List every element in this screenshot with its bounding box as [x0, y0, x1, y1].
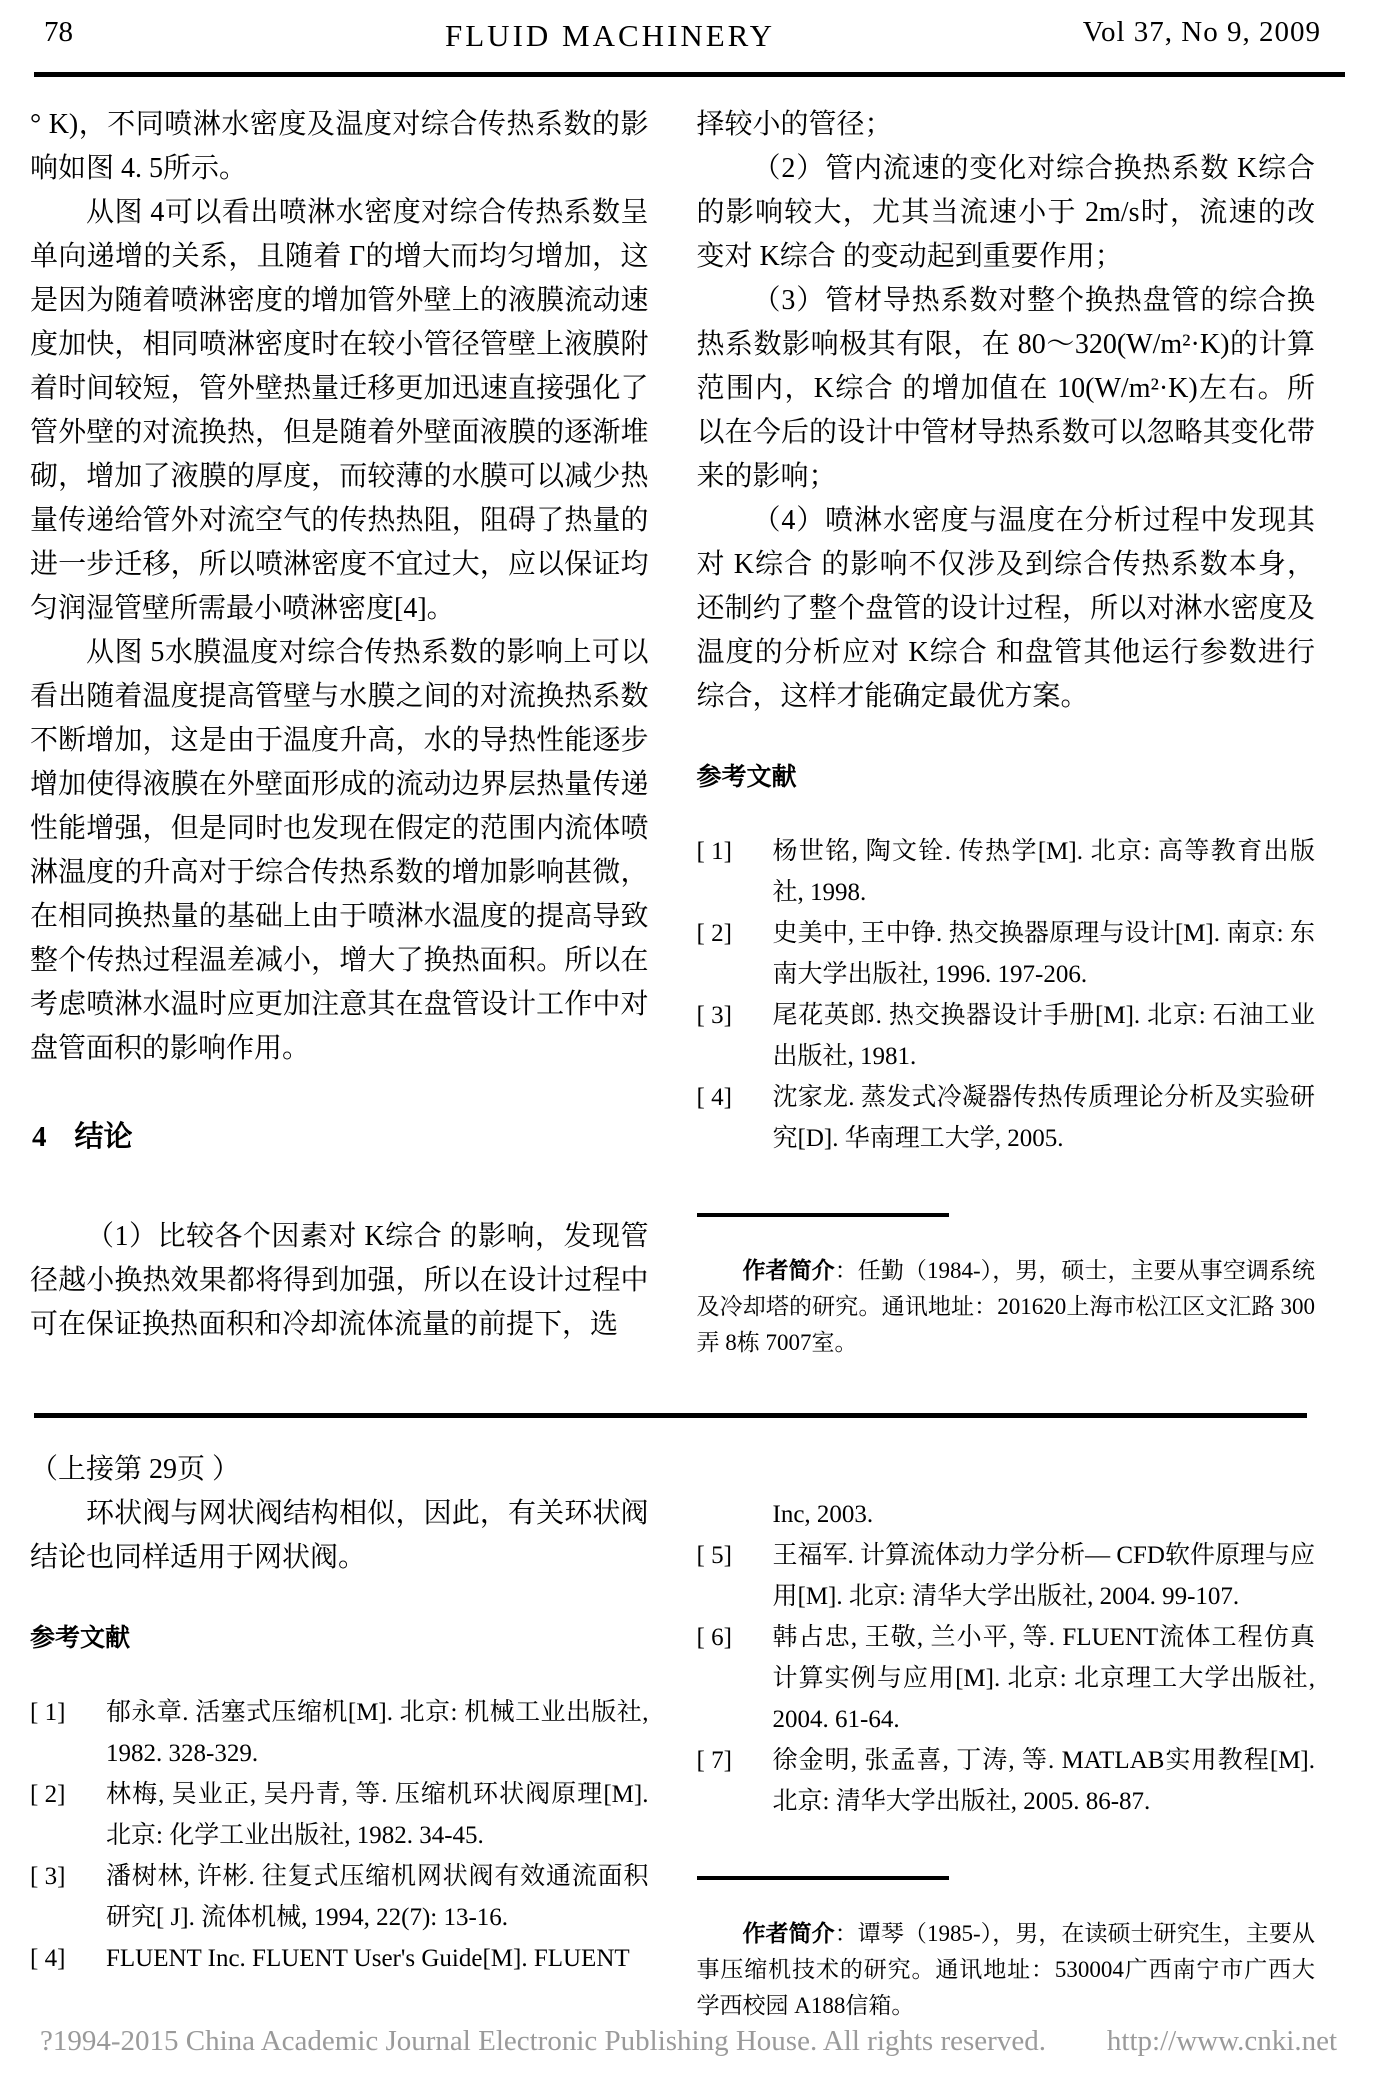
reference-item: [697, 913, 1316, 995]
body-paragraph: 环状阀与网状阀结构相似，因此，有关环状阀结论也同样适用于网状阀。: [30, 1498, 649, 1573]
reference-item: [30, 1774, 649, 1856]
references-heading: 参考文献: [30, 1625, 131, 1652]
reference-item: [30, 1938, 649, 1979]
reference-label: [ 2]: [30, 1781, 66, 1808]
reference-text: 杨世铭, 陶文铨. 传热学[M]. 北京: 高等教育出版社, 1998.: [772, 838, 1315, 906]
reference-label: [ 1]: [30, 1699, 66, 1726]
author-bio-divider: [697, 1213, 949, 1217]
reference-label: [ 7]: [696, 1747, 732, 1774]
reference-label: [ 2]: [696, 920, 732, 947]
reference-item: [697, 1740, 1316, 1822]
author-bio-divider: [697, 1876, 949, 1880]
reference-text: 王福军. 计算流体动力学分析— CFD软件原理与应用[M]. 北京: 清华大学出版社, 2004. 99-107.: [772, 1542, 1315, 1610]
article1-right-column: [697, 103, 1316, 1361]
reference-label: [ 3]: [696, 1002, 732, 1029]
page-footer: [40, 2025, 1337, 2058]
reference-text: 韩占忠, 王敬, 兰小平, 等. FLUENT流体工程仿真计算实例与应用[M]. 北京: 北京理工大学出版社, 2004. 61-64.: [772, 1624, 1315, 1733]
reference-item: [30, 1692, 649, 1774]
page-header: [0, 0, 1379, 68]
reference-item: [697, 831, 1316, 913]
body-paragraph: （4）喷淋水密度与温度在分析过程中发现其对 K综合 的影响不仅涉及到综合传热系数本身，还制约了整个盘管的设计过程，所以对淋水密度及温度的分析应对 K综合 和盘管其他运行参数进行综合，这样才能确定最优方案。: [696, 505, 1315, 712]
body-paragraph-continuation: 择较小的管径；: [696, 109, 893, 140]
section-number: 4: [32, 1121, 47, 1153]
reference-item: [697, 995, 1316, 1077]
reference-text: 尾花英郎. 热交换器设计手册[M]. 北京: 石油工业出版社, 1981.: [772, 1002, 1315, 1070]
reference-item: [697, 1617, 1316, 1740]
continuation-note: （上接第 29页 ）: [30, 1454, 241, 1485]
journal-title: FLUID MACHINERY: [445, 18, 776, 53]
article2-section: [0, 1448, 1379, 2024]
reference-label: [ 6]: [696, 1624, 732, 1651]
reference-item: [697, 1077, 1316, 1159]
reference-continuation: Inc, 2003.: [772, 1501, 874, 1528]
body-paragraph: （2）管内流速的变化对综合换热系数 K综合 的影响较大，尤其当流速小于 2m/s时，流速的改变对 K综合 的变动起到重要作用；: [696, 153, 1315, 272]
reference-text: 郁永章. 活塞式压缩机[M]. 北京: 机械工业出版社, 1982. 328-329.: [106, 1699, 649, 1767]
article-divider-rule: [34, 1413, 1307, 1418]
article1-section: [0, 103, 1379, 1361]
reference-text: FLUENT Inc. FLUENT User's Guide[M]. FLUENT: [106, 1945, 630, 1972]
article2-right-column: [697, 1448, 1316, 2024]
reference-item: [30, 1856, 649, 1938]
body-paragraph: （3）管材导热系数对整个换热盘管的综合换热系数影响极其有限，在 80～320(W/m²·K)的计算范围内，K综合 的增加值在 10(W/m²·K)左右。所以在今后的设计中管材导热系数可以忽略其变化带来的影响；: [696, 285, 1315, 492]
reference-text: 徐金明, 张孟喜, 丁涛, 等. MATLAB实用教程[M]. 北京: 清华大学出版社, 2005. 86-87.: [772, 1747, 1315, 1815]
reference-label: [ 1]: [696, 838, 732, 865]
author-bio: [697, 1253, 1316, 1361]
reference-text: 史美中, 王中铮. 热交换器原理与设计[M]. 南京: 东南大学出版社, 1996. 197-206.: [772, 920, 1315, 988]
header-rule: [34, 72, 1345, 77]
body-paragraph: 从图 5水膜温度对综合传热系数的影响上可以看出随着温度提高管壁与水膜之间的对流换热系数不断增加，这是由于温度升高，水的导热性能逐步增加使得液膜在外壁面形成的流动边界层热量传递性能增强，但是同时也发现在假定的范围内流体喷淋温度的升高对于综合传热系数的增加影响甚微，在相同换热量的基础上由于喷淋水温度的提高导致整个传热过程温差减小，增大了换热面积。所以在考虑喷淋水温时应更加注意其在盘管设计工作中对盘管面积的影响作用。: [30, 637, 649, 1064]
issue-info: Vol 37, No 9, 2009: [1082, 16, 1321, 48]
author-bio-label: 作者简介: [742, 1258, 835, 1283]
body-paragraph-continuation: ° K)，不同喷淋水密度及温度对综合传热系数的影响如图 4. 5所示。: [30, 109, 649, 184]
author-bio-label: 作者简介: [742, 1921, 835, 1946]
author-bio-text: ：任勤（1984-），男，硕士，主要从事空调系统及冷却塔的研究。通讯地址：201620上海市松江区文汇路 300弄 8栋 7007室。: [696, 1258, 1315, 1355]
reference-text: 潘树林, 许彬. 往复式压缩机网状阀有效通流面积研究[ J]. 流体机械, 1994, 22(7): 13-16.: [106, 1863, 649, 1931]
copyright-text: ?1994-2015 China Academic Journal Electronic Publishing House. All rights reserved.: [40, 2025, 1046, 2057]
reference-text: 沈家龙. 蒸发式冷凝器传热传质理论分析及实验研究[D]. 华南理工大学, 2005.: [772, 1084, 1315, 1152]
reference-label: [ 4]: [696, 1084, 732, 1111]
page-number: 78: [44, 16, 73, 48]
reference-item: [697, 1535, 1316, 1617]
article1-left-column: [30, 103, 649, 1361]
reference-text: 林梅, 吴业正, 吴丹青, 等. 压缩机环状阀原理[M]. 北京: 化学工业出版社, 1982. 34-45.: [106, 1781, 649, 1849]
body-paragraph: （1）比较各个因素对 K综合 的影响，发现管径越小换热效果都将得到加强，所以在设计过程中可在保证换热面积和冷却流体流量的前提下，选: [30, 1221, 649, 1340]
author-bio: [697, 1916, 1316, 2024]
references-heading: 参考文献: [696, 764, 797, 791]
body-paragraph: 从图 4可以看出喷淋水密度对综合传热系数呈单向递增的关系，且随着 Γ的增大而均匀增加，这是因为随着喷淋密度的增加管外壁上的液膜流动速度加快，相同喷淋密度时在较小管径管壁上液膜附着时间较短，管外壁热量迁移更加迅速直接强化了管外壁的对流换热，但是随着外壁面液膜的逐渐堆砌，增加了液膜的厚度，而较薄的水膜可以减少热量传递给管外对流空气的传热热阻，阻碍了热量的进一步迁移，所以喷淋密度不宜过大，应以保证均匀润湿管壁所需最小喷淋密度[4]。: [30, 197, 649, 624]
reference-label: [ 3]: [30, 1863, 66, 1890]
article2-left-column: [30, 1448, 649, 2024]
reference-label: [ 5]: [696, 1542, 732, 1569]
section-title: 结论: [74, 1121, 133, 1153]
cnki-url: http://www.cnki.net: [1106, 2025, 1337, 2057]
section-heading-conclusion: [32, 1115, 649, 1159]
author-bio-text: ：谭琴（1985-），男，在读硕士研究生，主要从事压缩机技术的研究。通讯地址：530004广西南宁市广西大学西校园 A188信箱。: [696, 1921, 1315, 2018]
reference-label: [ 4]: [30, 1945, 66, 1972]
